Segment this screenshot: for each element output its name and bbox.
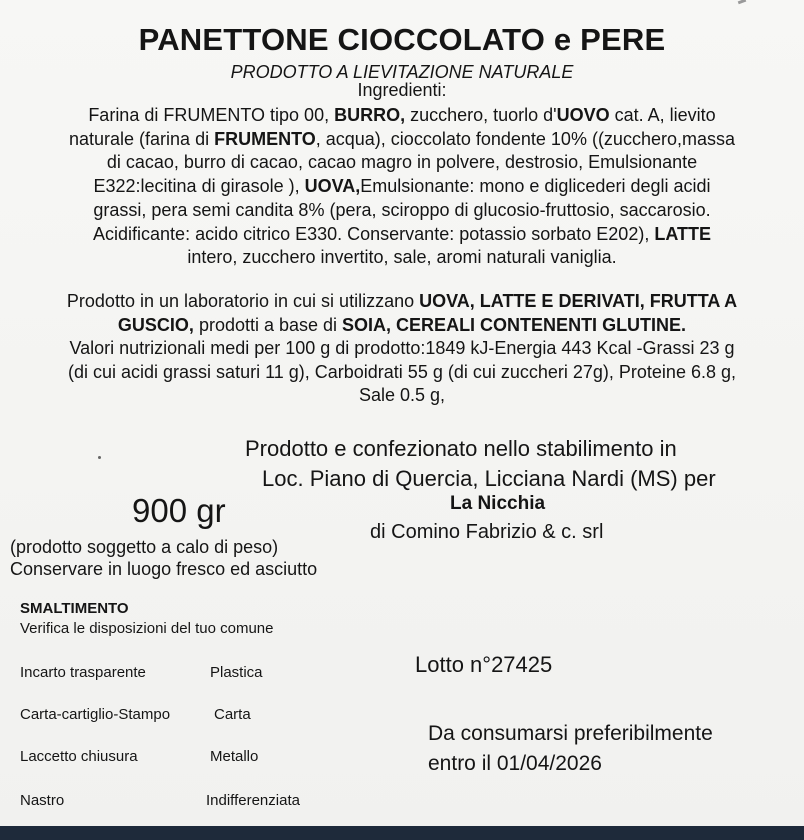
print-mark <box>738 0 747 4</box>
text-segment: Acidificante: acido citrico E330. Conservante: potassio sorbato E202), <box>93 223 655 244</box>
bold-allergen-text: LATTE <box>654 223 711 244</box>
text-segment: intero, zucchero invertito, sale, aromi naturali vaniglia. <box>187 247 617 268</box>
text-segment: zucchero, tuorlo d' <box>405 105 557 125</box>
text-segment: FRUMENTO <box>163 105 266 125</box>
disposal-title: SMALTIMENTO <box>20 600 129 617</box>
producer-line-1: Prodotto e confezionato nello stabilimento in <box>245 436 677 461</box>
text-segment: Prodotto in un laboratorio in cui si utilizzano <box>66 291 420 311</box>
bold-allergen-text: FRUMENTO <box>214 128 316 149</box>
expiry-line-1: Da consumarsi preferibilmente <box>428 722 713 745</box>
storage-instructions: Conservare in luogo fresco ed asciutto <box>10 559 318 579</box>
bold-allergen-text: UOVA, LATTE E DERIVATI, FRUTTA A <box>419 291 738 311</box>
nutrition-line: (di cui acidi grassi saturi 11 g), Carboidrati 55 g (di cui zuccheri 27g), Proteine 6.8 g, <box>68 361 736 382</box>
disposal-item: Carta-cartiglio-Stampo <box>20 706 171 723</box>
bottom-band <box>0 826 804 840</box>
expiry-line-2: entro il 01/04/2026 <box>428 752 602 775</box>
text-segment: cat. A, lievito <box>609 105 716 125</box>
disposal-subtitle: Verifica le disposizioni del tuo comune <box>20 620 274 637</box>
disposal-material: Metallo <box>210 748 259 765</box>
ingredients-line <box>0 175 804 198</box>
bold-allergen-text: UOVA, <box>304 176 361 197</box>
disposal-item: Incarto trasparente <box>20 664 146 681</box>
weight-note: (prodotto soggetto a calo di peso) <box>10 537 279 557</box>
disposal-item: Nastro <box>20 792 65 809</box>
bold-allergen-text: SOIA, CEREALI CONTENENTI GLUTINE. <box>342 315 687 335</box>
product-title: PANETTONE CIOCCOLATO e PERE <box>138 22 666 57</box>
bold-allergen-text: UOVO <box>556 105 610 125</box>
nutrition-line: Valori nutrizionali medi per 100 g di prodotto:1849 kJ-Energia 443 Kcal -Grassi 23 g <box>69 338 735 358</box>
disposal-material: Indifferenziata <box>206 792 300 809</box>
text-segment: E322:lecitina di girasole ), <box>93 176 305 197</box>
ingredients-line <box>0 246 804 269</box>
text-segment: Emulsionante: mono e diglicederi degli acidi <box>360 176 711 197</box>
ingredients-line <box>0 104 804 127</box>
text-segment: prodotti a base di <box>193 315 343 335</box>
ingredients-heading: Ingredienti: <box>357 80 447 100</box>
allergens-line <box>0 314 804 337</box>
bold-allergen-text: GUSCIO, <box>117 315 194 335</box>
brand-name: La Nicchia <box>450 493 546 514</box>
text-segment: tipo 00, <box>265 105 335 125</box>
nutrition-line: Sale 0.5 g, <box>358 385 446 405</box>
text-segment: , acqua), cioccolato fondente 10% ((zucchero,massa <box>315 128 735 149</box>
net-weight: 900 gr <box>132 492 226 529</box>
text-segment: di cacao, burro di cacao, cacao magro in polvere, destrosio, Emulsionante <box>106 152 698 173</box>
ingredients-line <box>0 128 804 151</box>
disposal-material: Plastica <box>210 664 263 681</box>
brand-company: di Comino Fabrizio & c. srl <box>370 521 604 543</box>
text-segment: grassi, pera semi candita 8% (pera, sciroppo di glucosio-fruttosio, saccarosio. <box>93 199 711 220</box>
bold-allergen-text: BURRO, <box>334 105 406 125</box>
disposal-item: Laccetto chiusura <box>20 748 138 765</box>
lot-number: Lotto n°27425 <box>415 652 553 677</box>
text-segment: Farina di <box>88 105 164 125</box>
allergens-line <box>0 290 804 313</box>
disposal-material: Carta <box>214 706 251 723</box>
product-subtitle: PRODOTTO A LIEVITAZIONE NATURALE <box>230 62 574 82</box>
text-segment: naturale (farina di <box>69 128 215 149</box>
producer-line-2: Loc. Piano di Quercia, Licciana Nardi (MS) per <box>262 466 716 491</box>
ingredients-line <box>0 199 804 222</box>
speck <box>98 456 101 459</box>
ingredients-line <box>0 151 804 174</box>
ingredients-line <box>0 223 804 246</box>
